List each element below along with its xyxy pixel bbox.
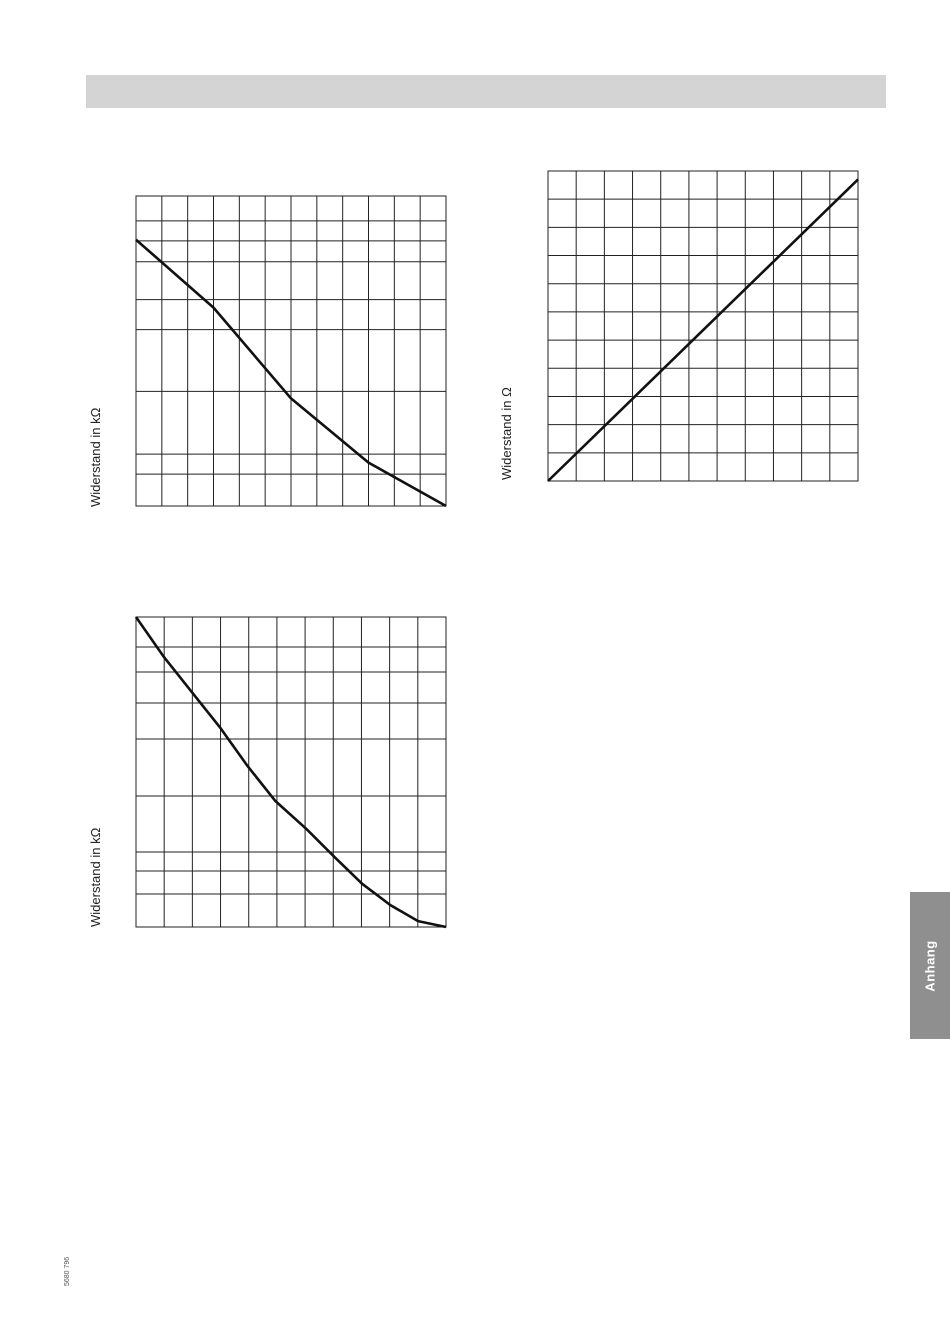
chart-2-kohm (135, 616, 447, 928)
chart-1-ylabel: Widerstand in kΩ (88, 407, 103, 507)
series-line-1 (548, 179, 858, 481)
series-line-1 (136, 617, 446, 927)
side-tab-label: Anhang (922, 939, 938, 992)
chart-3-ylabel: Widerstand in Ω (499, 387, 514, 480)
chart-frame (136, 617, 446, 927)
document-number: 5680 796 (64, 1256, 71, 1286)
chart-1-kohm (135, 195, 447, 507)
chart-2-ylabel: Widerstand in kΩ (88, 827, 103, 927)
header-bar (86, 75, 886, 108)
chart-3-ohm (547, 170, 859, 482)
side-tab-anhang[interactable] (910, 892, 950, 1039)
